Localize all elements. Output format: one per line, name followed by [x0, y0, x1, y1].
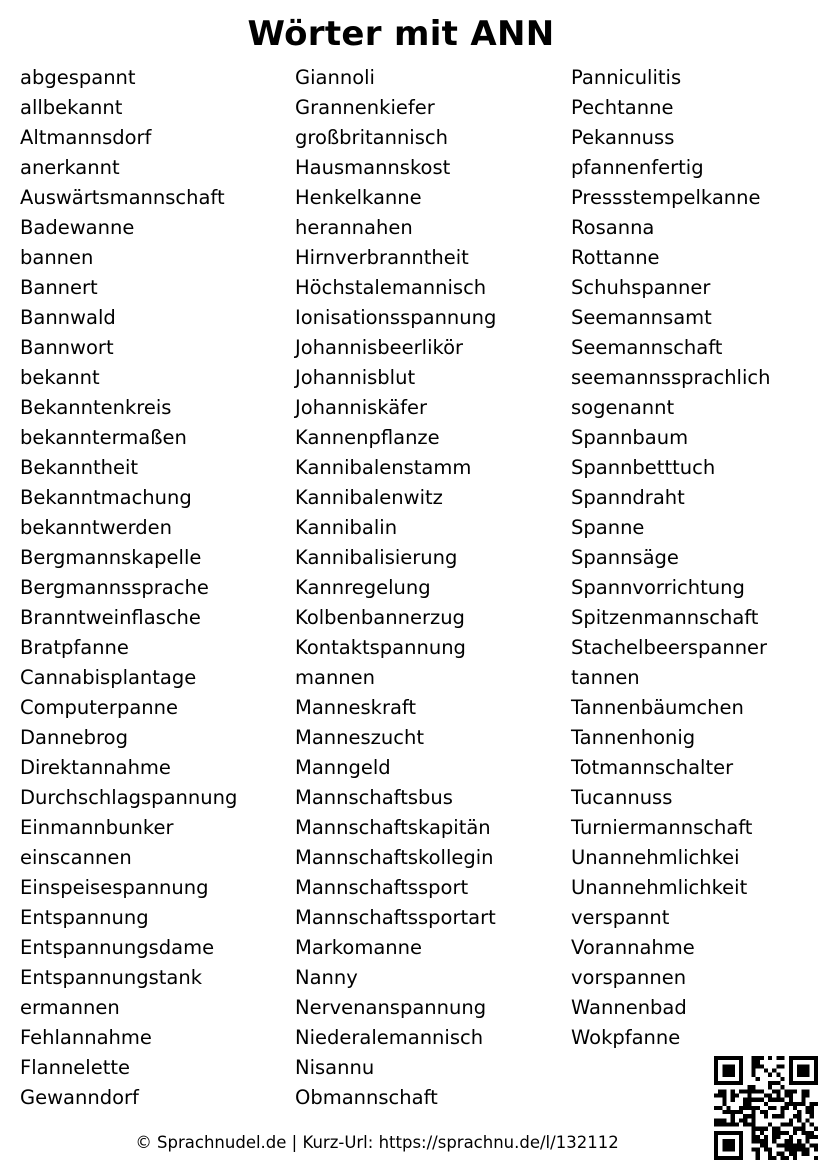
word-list-item: Altmannsdorf	[20, 126, 152, 149]
page-title: Wörter mit ANN	[247, 14, 555, 54]
word-list-item: Durchschlagspannung	[20, 786, 238, 809]
word-list-item: Kannibalenwitz	[295, 486, 443, 509]
word-list-item: Henkelkanne	[295, 186, 422, 209]
word-list-item: Kontaktspannung	[295, 636, 466, 659]
word-list-item: Einspeisespannung	[20, 876, 209, 899]
word-list-item: Entspannungsdame	[20, 936, 215, 959]
word-list-item: Mannschaftsbus	[295, 786, 453, 809]
word-list-item: Hirnverbranntheit	[295, 246, 469, 269]
word-column-2	[295, 63, 496, 1113]
word-list-item: Spannsäge	[571, 546, 679, 569]
word-list-item: Unannehmlichkei	[571, 846, 740, 869]
word-list-item: Nervenanspannung	[295, 996, 487, 1019]
word-list-item: Rosanna	[571, 216, 655, 239]
word-list-item: Manneskraft	[295, 696, 417, 719]
word-list-item: Kannibalisierung	[295, 546, 458, 569]
word-list-item: Mannschaftssport	[295, 876, 469, 899]
word-list-item: Seemannschaft	[571, 336, 723, 359]
word-list-item: Panniculitis	[571, 66, 682, 89]
word-list-item: vorspannen	[571, 966, 687, 989]
word-list-item: Bekanntenkreis	[20, 396, 172, 419]
word-list-item: mannen	[295, 666, 376, 689]
word-list-item: Bekanntheit	[20, 456, 139, 479]
word-list-item: Seemannsamt	[571, 306, 712, 329]
word-list-item: Mannschaftssportart	[295, 906, 496, 929]
word-list-item: Rottanne	[571, 246, 660, 269]
word-list-item: Johannisbeerlikör	[295, 336, 464, 359]
word-list-item: Tucannuss	[571, 786, 673, 809]
word-list-item: Bannert	[20, 276, 98, 299]
word-list-item: Computerpanne	[20, 696, 178, 719]
word-list-item: Höchstalemannisch	[295, 276, 487, 299]
word-list-item: Spanne	[571, 516, 645, 539]
word-list-item: herannahen	[295, 216, 413, 239]
word-list-item: Obmannschaft	[295, 1086, 438, 1109]
word-list-item: Kannregelung	[295, 576, 431, 599]
word-list-item: tannen	[571, 666, 640, 689]
word-list-item: Pressstempelkanne	[571, 186, 761, 209]
word-list-item: Kannibalin	[295, 516, 398, 539]
word-list-item: seemannssprachlich	[571, 366, 771, 389]
word-list-item: Markomanne	[295, 936, 422, 959]
word-list-item: bekannt	[20, 366, 100, 389]
word-list-item: Bratpfanne	[20, 636, 129, 659]
word-list-item: Bannwort	[20, 336, 114, 359]
word-list-item: Totmannschalter	[571, 756, 734, 779]
word-list-item: Nanny	[295, 966, 358, 989]
word-list-item: Kolbenbannerzug	[295, 606, 465, 629]
word-list-item: Ionisationsspannung	[295, 306, 497, 329]
word-list-item: Kannibalenstamm	[295, 456, 472, 479]
word-list-item: Spannbetttuch	[571, 456, 716, 479]
word-list-item: Gewanndorf	[20, 1086, 139, 1109]
word-list-item: Entspannungstank	[20, 966, 203, 989]
word-list-item: ermannen	[20, 996, 120, 1019]
word-list-item: Auswärtsmannschaft	[20, 186, 225, 209]
word-list-item: Spannbaum	[571, 426, 689, 449]
word-list-item: Kannenpflanze	[295, 426, 440, 449]
word-list-item: bekanntwerden	[20, 516, 172, 539]
word-list-item: Giannoli	[295, 66, 375, 89]
word-list-item: Badewanne	[20, 216, 135, 239]
word-list-item: sogenannt	[571, 396, 675, 419]
word-list-item: Grannenkiefer	[295, 96, 435, 119]
word-list-item: Bannwald	[20, 306, 116, 329]
word-list-item: Vorannahme	[571, 936, 695, 959]
word-list-item: pfannenfertig	[571, 156, 704, 179]
word-list-item: Nisannu	[295, 1056, 375, 1079]
word-list-item: Hausmannskost	[295, 156, 451, 179]
word-list-item: Mannschaftskollegin	[295, 846, 494, 869]
word-list-item: Einmannbunker	[20, 816, 174, 839]
word-list-item: verspannt	[571, 906, 670, 929]
word-column-3	[571, 63, 770, 1053]
word-list-item: Fehlannahme	[20, 1026, 152, 1049]
word-list-item: Wannenbad	[571, 996, 687, 1019]
word-list-item: Spanndraht	[571, 486, 685, 509]
word-list-item: Dannebrog	[20, 726, 128, 749]
word-list-item: Johanniskäfer	[295, 396, 428, 419]
word-list-item: Cannabisplantage	[20, 666, 197, 689]
word-list-item: Flannelette	[20, 1056, 131, 1079]
word-list-item: Manngeld	[295, 756, 391, 779]
word-list-item: bekanntermaßen	[20, 426, 187, 449]
footer-credit: © Sprachnudel.de | Kurz-Url: https://sprachnu.de/l/132112	[135, 1133, 619, 1152]
word-list-item: Entspannung	[20, 906, 149, 929]
word-list-item: Stachelbeerspanner	[571, 636, 768, 659]
word-list-item: Pechtanne	[571, 96, 674, 119]
word-list-item: Branntweinflasche	[20, 606, 201, 629]
word-list-item: Spannvorrichtung	[571, 576, 745, 599]
word-list-item: Johannisblut	[295, 366, 416, 389]
word-list-item: Manneszucht	[295, 726, 424, 749]
word-list-item: allbekannt	[20, 96, 123, 119]
word-list-item: Tannenhonig	[571, 726, 696, 749]
word-list-item: abgespannt	[20, 66, 136, 89]
word-list-item: großbritannisch	[295, 126, 448, 149]
word-list-item: Direktannahme	[20, 756, 171, 779]
word-column-1	[20, 63, 237, 1113]
qr-code-icon	[714, 1056, 818, 1160]
word-list-item: einscannen	[20, 846, 132, 869]
word-list-item: Wokpfanne	[571, 1026, 681, 1049]
word-list-item: Bekanntmachung	[20, 486, 192, 509]
word-list-item: Turniermannschaft	[571, 816, 753, 839]
word-list-item: Mannschaftskapitän	[295, 816, 491, 839]
word-list-item: Bergmannssprache	[20, 576, 209, 599]
word-list-item: Schuhspanner	[571, 276, 711, 299]
word-list-item: Niederalemannisch	[295, 1026, 484, 1049]
word-list-item: anerkannt	[20, 156, 120, 179]
word-list-item: Bergmannskapelle	[20, 546, 202, 569]
word-list-item: Tannenbäumchen	[571, 696, 744, 719]
word-list-item: bannen	[20, 246, 94, 269]
word-list-item: Pekannuss	[571, 126, 675, 149]
word-list-item: Spitzenmannschaft	[571, 606, 759, 629]
word-list-item: Unannehmlichkeit	[571, 876, 748, 899]
